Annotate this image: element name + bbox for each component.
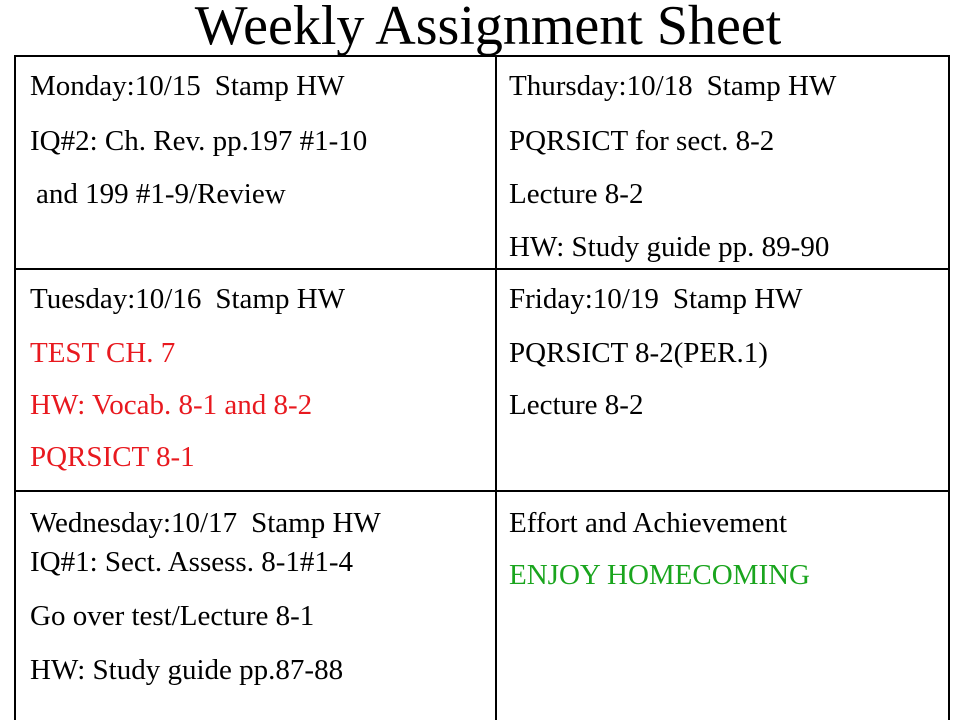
monday-header [30, 69, 344, 103]
monday-date: Monday:10/15 [30, 70, 201, 102]
thursday-date: Thursday:10/18 [509, 70, 693, 102]
thursday-header [509, 69, 836, 103]
thursday-line-3: HW: Study guide pp. 89-90 [509, 231, 830, 263]
tuesday-stamp: Stamp HW [215, 283, 346, 315]
notes-message: ENJOY HOMECOMING [509, 559, 811, 591]
assignment-table [14, 55, 950, 720]
friday-stamp: Stamp HW [672, 283, 803, 315]
thursday-line-2: Lecture 8-2 [509, 178, 644, 210]
wednesday-date: Wednesday:10/17 [30, 507, 238, 539]
wednesday-cell [16, 492, 497, 720]
tuesday-header [30, 282, 345, 316]
wednesday-line-2: Go over test/Lecture 8-1 [30, 600, 315, 632]
tuesday-line-3: PQRSICT 8-1 [30, 441, 195, 473]
friday-header [509, 282, 803, 316]
notes-heading: Effort and Achievement [509, 507, 788, 539]
friday-line-2: Lecture 8-2 [509, 389, 644, 421]
monday-cell [16, 57, 497, 270]
tuesday-cell [16, 270, 497, 492]
friday-date: Friday:10/19 [509, 283, 659, 315]
wednesday-line-3: HW: Study guide pp.87-88 [30, 654, 344, 686]
monday-stamp: Stamp HW [214, 70, 345, 102]
notes-cell [497, 492, 950, 720]
thursday-cell [497, 57, 950, 270]
friday-cell [497, 270, 950, 492]
monday-line-1: IQ#2: Ch. Rev. pp.197 #1-10 [30, 125, 368, 157]
wednesday-line-1: IQ#1: Sect. Assess. 8-1#1-4 [30, 546, 354, 578]
friday-line-1: PQRSICT 8-2(PER.1) [509, 337, 768, 369]
page-title: Weekly Assignment Sheet [194, 0, 782, 57]
wednesday-stamp: Stamp HW [251, 507, 381, 539]
wednesday-header [30, 506, 381, 540]
thursday-line-1: PQRSICT for sect. 8-2 [509, 125, 775, 157]
tuesday-date: Tuesday:10/16 [30, 283, 202, 315]
thursday-stamp: Stamp HW [706, 70, 837, 102]
tuesday-line-1: TEST CH. 7 [30, 337, 176, 369]
monday-line-2: and 199 #1-9/Review [36, 178, 286, 210]
tuesday-line-2: HW: Vocab. 8-1 and 8-2 [30, 389, 313, 421]
